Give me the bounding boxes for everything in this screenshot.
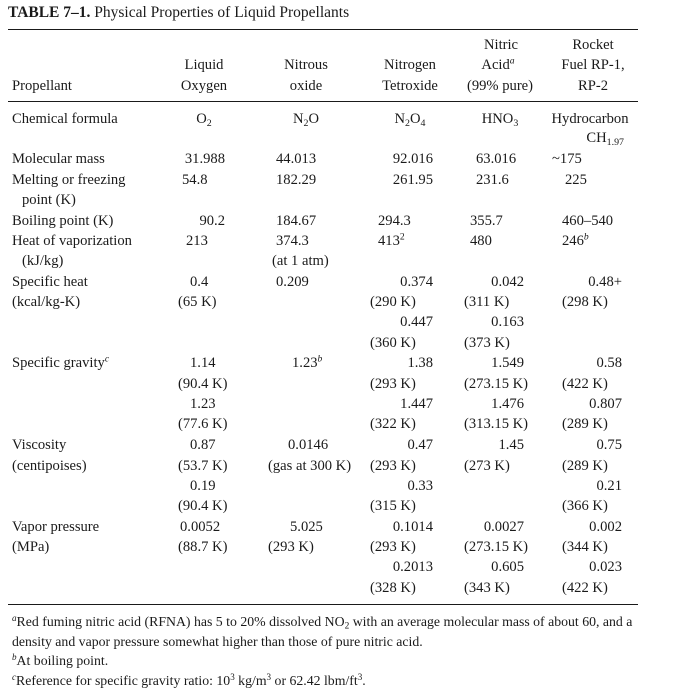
footnote-b: $^b$At boiling point. [12,652,109,668]
vapor-n2o-cond: (293 K) [268,539,314,555]
row-label-boiling: Boiling point (K) [12,213,114,229]
specgrav-n2o4-2: 1.447 [400,396,433,412]
specheat-hno3-2: 0.163 [491,314,524,330]
bottom-rule [8,604,638,605]
specheat-n2o: 0.209 [276,274,309,290]
boiling-lox: 90.2 [199,213,225,229]
row-label-molmass: Molecular mass [12,151,105,167]
vapor-n2o4-1-cond: (293 K) [370,539,416,555]
specgrav-rp1-2: 0.807 [589,396,622,412]
vapor-n2o4-1: 0.1014 [392,519,433,535]
heatvap-rp1: 246$^b$ [562,231,589,249]
melting-rp1: 225 [565,172,587,188]
specgrav-rp1-1-cond: (422 K) [562,376,608,392]
specgrav-hno3-2-cond: (313.15 K) [464,416,529,432]
formula-rp1-line2: $CH_{1.97}$ [586,130,624,148]
viscosity-hno3: 1.45 [498,437,524,453]
vapor-hno3-1-cond: (273.15 K) [464,539,529,555]
molmass-n2o: 44.013 [276,151,317,167]
table-number: TABLE 7–1. [8,4,91,21]
table-title [8,4,349,22]
viscosity-rp1-1-cond: (289 K) [562,458,608,474]
vapor-rp1-2: 0.023 [589,559,622,575]
vapor-lox-cond: (88.7 K) [178,539,228,555]
specheat-hno3-2-cond: (373 K) [464,335,510,351]
melting-lox: 54.8 [182,172,208,188]
viscosity-rp1-2: 0.21 [596,478,622,494]
specgrav-n2o4-2-cond: (322 K) [370,416,416,432]
formula-n2o: $N_2O$ [292,111,320,129]
specheat-rp1-cond: (298 K) [562,294,608,310]
specgrav-hno3-2: 1.476 [491,396,524,412]
top-rule [8,29,638,30]
specgrav-rp1-2-cond: (289 K) [562,416,608,432]
header-lox-line1: Liquid [184,57,224,73]
specgrav-hno3-1: 1.549 [491,355,524,371]
molmass-rp1: ~175 [552,151,582,167]
viscosity-lox-2-cond: (90.4 K) [178,498,228,514]
viscosity-n2o-cond: (gas at 300 K) [268,458,352,474]
header-rule [8,101,638,102]
viscosity-rp1-1: 0.75 [596,437,622,453]
header-rp1-line2: Fuel RP-1, [561,57,625,73]
heatvap-n2o-cond: (at 1 atm) [272,253,329,269]
viscosity-lox-1-cond: (53.7 K) [178,458,228,474]
row-label-specheat-line2: (kcal/kg-K) [12,294,81,310]
specgrav-lox-1-cond: (90.4 K) [178,376,228,392]
boiling-n2o4: 294.3 [378,213,411,229]
viscosity-rp1-2-cond: (366 K) [562,498,608,514]
boiling-n2o: 184.67 [276,213,317,229]
row-label-vapor-line1: Vapor pressure [12,519,100,535]
row-label-heatvap-line2: (kJ/kg) [22,253,64,269]
specheat-n2o4-1: 0.374 [400,274,433,290]
header-hno3-line3: (99% pure) [466,78,534,94]
specgrav-hno3-1-cond: (273.15 K) [464,376,529,392]
specheat-n2o4-1-cond: (290 K) [370,294,416,310]
specheat-lox: 0.4 [190,274,209,290]
viscosity-lox-1: 0.87 [190,437,216,453]
formula-hno3: $HNO_3$ [481,111,519,129]
row-label-viscosity-line2: (centipoises) [12,458,87,474]
header-n2o-line1: Nitrous [284,57,328,73]
vapor-rp1-2-cond: (422 K) [562,580,608,596]
formula-lox: $O_2$ [196,111,212,129]
vapor-lox: 0.0052 [180,519,221,535]
molmass-hno3: 63.016 [476,151,517,167]
header-lox-line2: Oxygen [180,78,228,94]
viscosity-n2o4-1-cond: (293 K) [370,458,416,474]
header-n2o4-line2: Tetroxide [382,78,438,94]
specgrav-lox-2-cond: (77.6 K) [178,416,228,432]
row-label-formula: Chemical formula [12,111,118,127]
boiling-hno3: 355.7 [470,213,503,229]
specgrav-lox-2: 1.23 [190,396,216,412]
vapor-n2o: 5.025 [290,519,323,535]
vapor-hno3-1: 0.0027 [483,519,524,535]
molmass-lox: 31.988 [184,151,225,167]
vapor-hno3-2: 0.605 [491,559,524,575]
specheat-hno3-1-cond: (311 K) [464,294,510,310]
row-label-vapor-line2: (MPa) [12,539,50,555]
viscosity-lox-2: 0.19 [190,478,216,494]
header-rp1-line3: RP-2 [577,78,609,94]
molmass-n2o4: 92.016 [392,151,433,167]
specgrav-rp1-1: 0.58 [596,355,622,371]
footnote-mark-a: a [509,55,515,67]
vapor-n2o4-2-cond: (328 K) [370,580,416,596]
header-n2o4-line1: Nitrogen [384,57,436,73]
header-hno3-acid: Acid [481,57,510,73]
heatvap-lox: 213 [186,233,208,249]
specheat-n2o4-2: 0.447 [400,314,433,330]
specgrav-n2o: 1.23$^b$ [292,353,323,371]
specheat-n2o4-2-cond: (360 K) [370,335,416,351]
heatvap-n2o4: $413^2$ [378,231,405,249]
header-propellant: Propellant [12,78,72,94]
row-label-specgrav: Specific gravity$^c$ [12,353,110,371]
row-label-viscosity-line1: Viscosity [12,437,67,453]
vapor-rp1-1-cond: (344 K) [562,539,608,555]
row-label-specheat-line1: Specific heat [12,274,88,290]
specheat-hno3-1: 0.042 [491,274,524,290]
footnote-c: $^c$Reference for specific gravity ratio: $10^3$ $kg/m^3$ or 62.42 lbm/$ft^3$. [12,672,366,688]
viscosity-n2o: 0.0146 [288,437,329,453]
footnote-a: $^a$Red fuming nitric acid (RFNA) has 5 to 20% dissolved $NO_2$ with an average molecular mass of about 60, and a density and vapor pressure somewhat higher than those of pure nitric acid. [12,613,633,649]
viscosity-n2o4-2-cond: (315 K) [370,498,416,514]
specgrav-n2o4-1-cond: (293 K) [370,376,416,392]
boiling-rp1: 460–540 [562,213,614,229]
melting-n2o: 182.29 [276,172,317,188]
viscosity-n2o4-2: 0.33 [407,478,433,494]
vapor-hno3-2-cond: (343 K) [464,580,510,596]
row-label-melting-line2: point (K) [22,192,76,208]
header-hno3-line1: Nitric [483,37,519,53]
row-label-melting-line1: Melting or freezing [12,172,126,188]
vapor-n2o4-2: 0.2013 [392,559,433,575]
table-caption: Physical Properties of Liquid Propellants [94,4,350,21]
specheat-lox-cond: (65 K) [178,294,217,310]
specheat-rp1: 0.48+ [588,274,622,290]
header-rp1-line1: Rocket [572,37,614,53]
header-hno3-line2 [481,55,514,75]
viscosity-hno3-cond: (273 K) [464,458,510,474]
viscosity-n2o4-1: 0.47 [407,437,433,453]
footnote-mark-c: c [104,353,110,365]
row-label-heatvap-line1: Heat of vaporization [12,233,132,249]
formula-rp1-line1: Hydrocarbon [551,111,629,127]
vapor-rp1-1: 0.002 [589,519,622,535]
heatvap-hno3: 480 [470,233,492,249]
melting-hno3: 231.6 [476,172,509,188]
melting-n2o4: 261.95 [392,172,433,188]
specgrav-n2o4-1: 1.38 [407,355,433,371]
specgrav-lox-1: 1.14 [190,355,216,371]
formula-n2o4: $N_2O_4$ [394,111,426,129]
heatvap-n2o: 374.3 [276,233,309,249]
header-n2o-line2: oxide [289,78,323,94]
